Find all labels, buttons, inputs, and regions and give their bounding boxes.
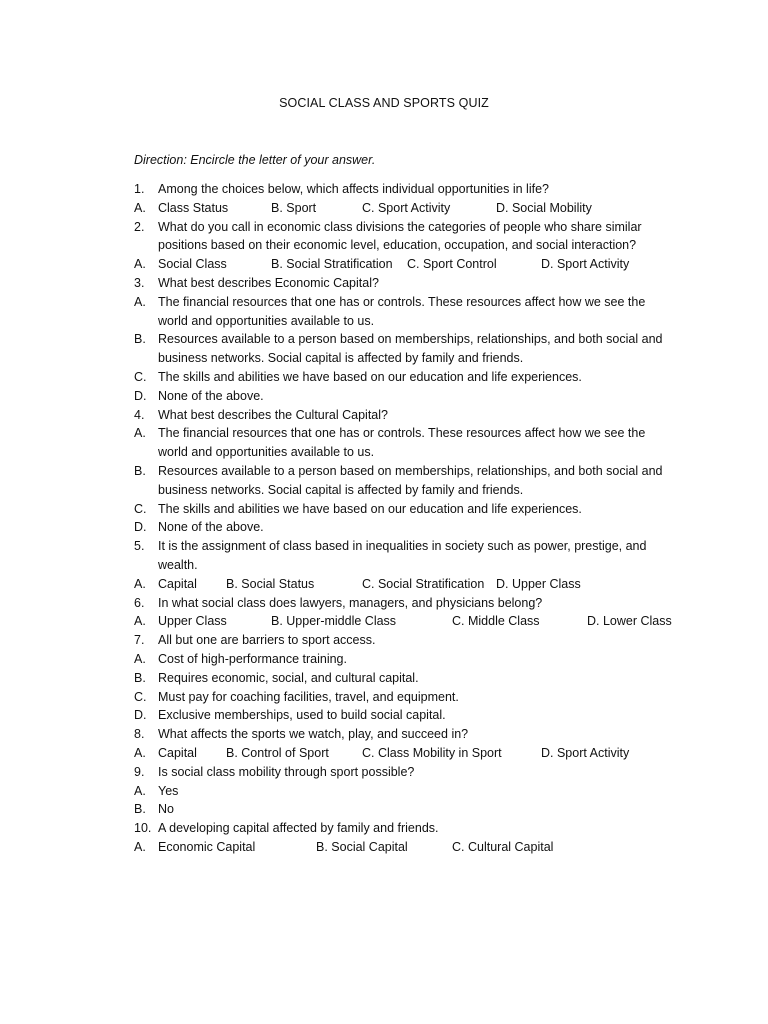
question-3-option-d (134, 387, 734, 406)
question-number: 9. (134, 764, 145, 779)
choice-text: The skills and abilities we have based on our education and life experiences. (158, 501, 582, 516)
choice-c: C. Sport Control (407, 257, 497, 272)
choice-b: B. Upper-middle Class (271, 614, 397, 629)
question-1-choices (134, 199, 734, 218)
question-list (134, 180, 734, 857)
question-number: 8. (134, 727, 145, 742)
choice-letter: B. (134, 332, 146, 347)
question-number: 7. (134, 633, 145, 648)
question-4-option-b-cont (134, 481, 734, 500)
choice-letter: B. (134, 802, 146, 817)
question-7 (134, 631, 734, 650)
question-text: Is social class mobility through sport possible? (158, 764, 415, 779)
question-text: What best describes the Cultural Capital? (158, 407, 388, 422)
choice-d: D. Sport Activity (541, 745, 630, 760)
question-8-choices (134, 744, 734, 763)
question-text: wealth. (158, 557, 198, 572)
question-9-option-a (134, 782, 734, 801)
question-2-cont (134, 236, 734, 255)
choice-letter: A. (134, 839, 146, 854)
choice-d: D. Lower Class (587, 614, 672, 629)
choice-a: Class Status (158, 200, 229, 215)
choice-c: C. Middle Class (452, 614, 540, 629)
question-text: All but one are barriers to sport access. (158, 633, 376, 648)
choice-letter: A. (134, 576, 146, 591)
choice-text: Resources available to a person based on memberships, relationships, and both social and (158, 332, 663, 347)
choice-b: B. Social Status (226, 576, 315, 591)
question-text: What best describes Economic Capital? (158, 275, 379, 290)
choice-letter: C. (134, 689, 147, 704)
choice-text: None of the above. (158, 388, 264, 403)
choice-a: Capital (158, 745, 197, 760)
choice-letter: C. (134, 501, 147, 516)
choice-letter: A. (134, 651, 146, 666)
question-4-option-a (134, 424, 734, 443)
question-number: 4. (134, 407, 145, 422)
question-6 (134, 594, 734, 613)
choice-text: No (158, 802, 174, 817)
question-text: In what social class does lawyers, managers, and physicians belong? (158, 595, 543, 610)
question-3-option-b-cont (134, 349, 734, 368)
question-number: 2. (134, 219, 145, 234)
question-number: 10. (134, 821, 152, 836)
question-number: 5. (134, 539, 145, 554)
choice-d: D. Social Mobility (496, 200, 592, 215)
question-5 (134, 537, 734, 556)
choice-letter: A. (134, 294, 146, 309)
choice-letter: A. (134, 614, 146, 629)
question-number: 1. (134, 182, 145, 196)
question-7-option-d (134, 706, 734, 725)
choice-text: The skills and abilities we have based on our education and life experiences. (158, 369, 582, 384)
question-text: What do you call in economic class divisions the categories of people who share similar (158, 219, 642, 234)
question-4-option-b (134, 462, 734, 481)
question-2-choices (134, 255, 734, 274)
question-8 (134, 725, 734, 744)
choice-text: The financial resources that one has or controls. These resources affect how we see the (158, 294, 646, 309)
choice-text: The financial resources that one has or controls. These resources affect how we see the (158, 426, 646, 441)
choice-text: business networks. Social capital is affected by family and friends. (158, 482, 524, 497)
question-3-option-b (134, 330, 734, 349)
choice-b: B. Social Capital (316, 839, 408, 854)
question-text: It is the assignment of class based in inequalities in society such as power, prestige, and (158, 539, 647, 554)
question-3-option-a (134, 293, 734, 312)
question-text: positions based on their economic level, education, occupation, and social interaction? (158, 238, 637, 253)
choice-c: C. Social Stratification (362, 576, 485, 591)
choice-letter: A. (134, 783, 146, 798)
question-4 (134, 406, 734, 425)
question-number: 6. (134, 595, 145, 610)
choice-text: business networks. Social capital is affected by family and friends. (158, 351, 524, 366)
choice-letter: C. (134, 369, 147, 384)
question-10 (134, 819, 734, 838)
question-4-option-a-cont (134, 443, 734, 462)
question-3-option-c (134, 368, 734, 387)
question-9-option-b (134, 800, 734, 819)
choice-b: B. Social Stratification (271, 257, 393, 272)
choice-text: Exclusive memberships, used to build social capital. (158, 708, 446, 723)
choice-letter: A. (134, 745, 146, 760)
question-7-option-a (134, 650, 734, 669)
question-9 (134, 763, 734, 782)
question-5-choices (134, 575, 734, 594)
choice-c: C. Class Mobility in Sport (362, 745, 502, 760)
choice-letter: D. (134, 520, 147, 535)
question-6-choices (134, 612, 734, 631)
choice-d: D. Upper Class (496, 576, 581, 591)
choice-letter: A. (134, 200, 146, 215)
choice-a: Social Class (158, 257, 227, 272)
choice-text: Must pay for coaching facilities, travel, and equipment. (158, 689, 459, 704)
choice-letter: D. (134, 708, 147, 723)
choice-d: D. Sport Activity (541, 257, 630, 272)
question-4-option-d (134, 518, 734, 537)
choice-a: Economic Capital (158, 839, 256, 854)
question-number: 3. (134, 275, 145, 290)
question-3-option-a-cont (134, 312, 734, 331)
question-2 (134, 218, 734, 237)
choice-a: Upper Class (158, 614, 227, 629)
choice-b: B. Sport (271, 200, 317, 215)
choice-letter: B. (134, 463, 146, 478)
direction-text: Direction: Encircle the letter of your answer. (134, 153, 376, 167)
choice-text: Requires economic, social, and cultural capital. (158, 670, 419, 685)
question-5-cont (134, 556, 734, 575)
question-7-option-c (134, 688, 734, 707)
choice-c: C. Sport Activity (362, 200, 451, 215)
choice-text: Yes (158, 783, 179, 798)
quiz-title: SOCIAL CLASS AND SPORTS QUIZ (279, 96, 489, 110)
choice-c: C. Cultural Capital (452, 839, 554, 854)
choice-letter: D. (134, 388, 147, 403)
choice-letter: B. (134, 670, 146, 685)
question-text: Among the choices below, which affects individual opportunities in life? (158, 182, 549, 196)
question-1 (134, 180, 734, 199)
question-4-option-c (134, 500, 734, 519)
choice-a: Capital (158, 576, 197, 591)
question-7-option-b (134, 669, 734, 688)
choice-letter: A. (134, 257, 146, 272)
question-3 (134, 274, 734, 293)
choice-b: B. Control of Sport (226, 745, 329, 760)
question-text: What affects the sports we watch, play, and succeed in? (158, 727, 469, 742)
choice-text: None of the above. (158, 520, 264, 535)
choice-letter: A. (134, 426, 146, 441)
choice-text: world and opportunities available to us. (158, 445, 375, 460)
choice-text: Resources available to a person based on memberships, relationships, and both social and (158, 463, 663, 478)
question-10-choices (134, 838, 734, 857)
choice-text: world and opportunities available to us. (158, 313, 375, 328)
choice-text: Cost of high-performance training. (158, 651, 347, 666)
question-text: A developing capital affected by family and friends. (158, 821, 439, 836)
